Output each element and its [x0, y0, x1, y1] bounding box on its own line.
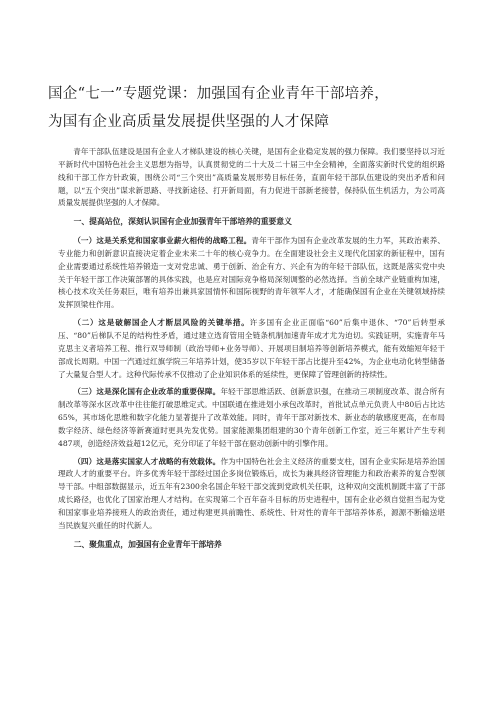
- paragraph-1-text: 青年干部作为国有企业改革发展的生力军，其政治素养、专业能力和创新意识直接决定着企业未来二十年的核心竞争力。在全面建设社会主义现代化国家的新征程中，国有企业需要通过系统性培养锻造一支对党忠诚、勇于创新、治企有方、兴企有为的年轻干部队伍，这既是落实党中央关于年轻干部工作决策部署的具体实践，也是应对国际竞争格局深刻调整的必然选择。当前全球产业链重构加速，核心技术攻关任务艰巨，唯有培养出兼具家国情怀和国际视野的青年领军人才，才能确保国有企业在关键领域持续发挥顶梁柱作用。: [58, 236, 445, 310]
- paragraph-3-lead: （三）这是深化国有企业改革的重要保障。: [73, 387, 221, 397]
- intro-paragraph: 青年干部队伍建设是国有企业人才梯队建设的核心关键，是国有企业稳定发展的强力保障。我们要坚持以习近平新时代中国特色社会主义思想为指导，认真贯彻党的二十大及二十届三中全会精神，全面落实新时代党的组织路线和干部工作方针政策，围绕公司“三个突出”高质量发展形势目标任务，直面年轻干部队伍建设的突出矛盾和问题，以“五个突出”谋求新思路、寻找新途径、打开新局面，有力促进干部新老接替，保持队伍生机活力，为公司高质量发展提供坚强的人才保障。: [58, 147, 445, 208]
- paragraph-2-lead: （二）这是破解国企人才断层风险的关键举措。: [73, 318, 250, 328]
- paragraph-4: [58, 456, 445, 533]
- paragraph-2: [58, 317, 445, 381]
- section-2-heading: 二、聚焦重点，加强国有企业青年干部培养: [73, 539, 222, 549]
- paragraph-1-lead: （一）这是关系党和国家事业薪火相传的战略工程。: [73, 236, 252, 246]
- paragraph-3-text: 年轻干部思维活跃、创新意识强，在推动三项制度改革、混合所有制改革等深水区改革中往往能打破思维定式。中国联通在推进划小承包改革时，首批试点单元负责人中80后占比达65%，其市场化思维和数字化能力显著提升了改革效能。同时，青年干部对新技术、新业态的敏感度更高，在布局数字经济、绿色经济等新赛道时更具先发优势。国家能源集团组建的30个青年创新工作室，近三年累计产生专利487项，创造经济效益超12亿元，充分印证了年轻干部在驱动创新中的引擎作用。: [58, 387, 446, 448]
- paragraph-3: [58, 386, 445, 450]
- section-1-heading: 一、提高站位，深刻认识国有企业加强青年干部培养的重要意义: [73, 217, 292, 227]
- document-title-line-2: 为国有企业高质量发展提供坚强的人才保障: [48, 114, 330, 130]
- document-body: [58, 146, 445, 557]
- document-title-line-1: 国企“七一”专题党课：加强国有企业青年干部培养，: [48, 86, 390, 102]
- paragraph-4-text: 作为中国特色社会主义经济的重要支柱，国有企业实际是培养治国理政人才的重要平台。许多优秀年轻干部经过国企多岗位锻炼后，成长为兼具经济管理能力和政治素养的复合型领导干部。中组部数据显示，近五年有2300余名国企年轻干部交流到党政机关任职，这种双向交流机制既丰富了干部成长路径，也优化了国家治理人才结构。在实现第二个百年奋斗目标的历史进程中，国有企业必须自觉担当起为党和国家事业培养接班人的政治责任，通过构建更具前瞻性、系统性、针对性的青年干部培养体系，源源不断输送堪当民族复兴重任的时代新人。: [58, 456, 446, 530]
- paragraph-2-text: 许多国有企业正面临“60”后集中退休、“70”后转型承压、“80”后梯队不足的结构性矛盾，通过建立选育管用全链条机制加速青年成才尤为迫切。实践证明，实施青年马克思主义者培养工程、推行双导师制（政治导师+业务导师）、开展项目制培养等创新培养模式，能有效缩短年轻干部成长周期。中国一汽通过红旗学院三年培养计划，使35岁以下年轻干部占比提升至42%，为企业电动化转型储备了大量复合型人才。这种代际传承不仅推动了企业知识体系的延续性，更保障了管理创新的持续性。: [58, 318, 446, 379]
- paragraph-4-lead: （四）这是落实国家人才战略的有效载体。: [73, 456, 221, 466]
- paragraph-1: [58, 235, 445, 312]
